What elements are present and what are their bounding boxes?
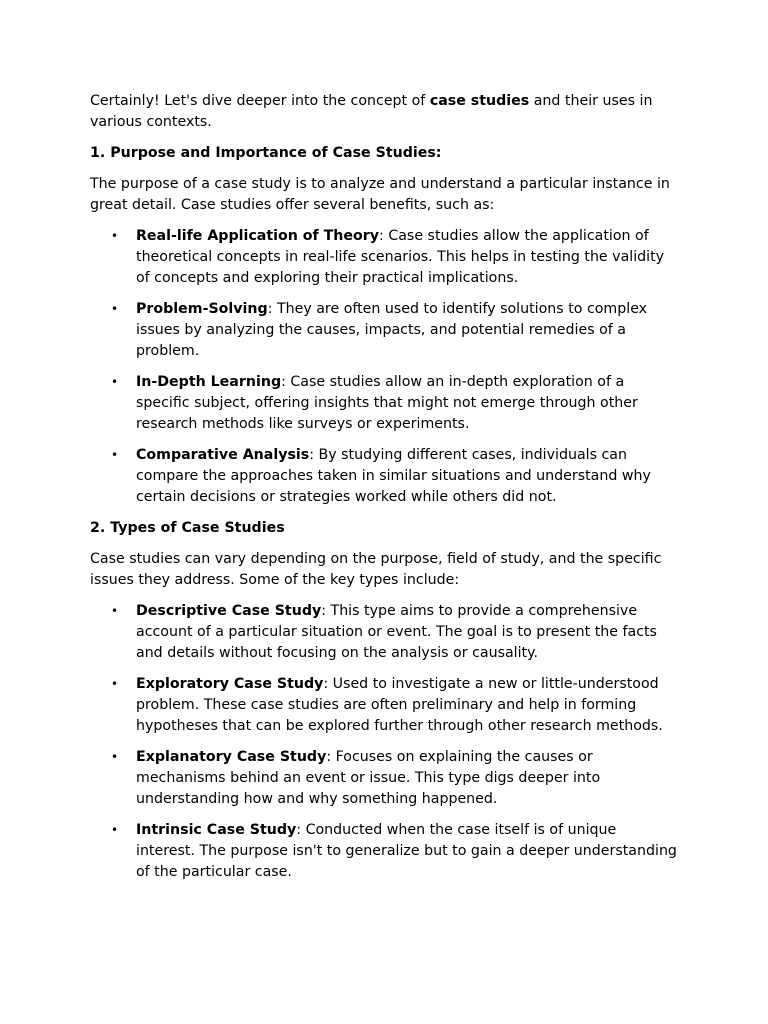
intro-text-after: and their uses in various contexts. (90, 93, 653, 130)
list-item (90, 445, 678, 508)
intro-paragraph (90, 91, 678, 133)
list-item-term: Intrinsic Case Study (136, 822, 297, 838)
list-item (90, 820, 678, 883)
list-item (90, 226, 678, 289)
list-item-text: : This type aims to provide a comprehensive account of a particular situation or event. The goal is to present the facts and details without focusing on the analysis or causality. (136, 603, 657, 661)
list-item-text: : By studying different cases, individuals can compare the approaches taken in similar situations and understand why certain decisions or strategies worked while others did not. (136, 447, 651, 505)
intro-bold-term: case studies (429, 93, 530, 109)
list-item-term: Problem-Solving (136, 301, 268, 317)
list-item-text: : Used to investigate a new or little-understood problem. These case studies are often preliminary and help in forming hypotheses that can be explored further through other research methods. (136, 676, 663, 734)
list-item (90, 601, 678, 664)
intro-text-before: Certainly! Let's dive deeper into the concept of (90, 93, 430, 109)
list-item-term: Explanatory Case Study (136, 749, 327, 765)
section-1-list (90, 226, 678, 508)
section-2-list (90, 601, 678, 883)
list-item (90, 747, 678, 810)
list-item (90, 674, 678, 737)
list-item-term: Real-life Application of Theory (136, 228, 380, 244)
list-item-term: Comparative Analysis (136, 447, 310, 463)
list-item-text: : Focuses on explaining the causes or mechanisms behind an event or issue. This type digs deeper into understanding how and why something happened. (136, 749, 601, 807)
section-2-heading: 2. Types of Case Studies (90, 520, 285, 536)
section-1-paragraph: The purpose of a case study is to analyze and understand a particular instance in great detail. Case studies offer several benefits, such as: (90, 176, 670, 213)
list-item (90, 299, 678, 362)
list-item-term: In-Depth Learning (136, 374, 282, 390)
list-item (90, 372, 678, 435)
section-1-heading: 1. Purpose and Importance of Case Studies: (90, 145, 442, 161)
section-2-paragraph: Case studies can vary depending on the purpose, field of study, and the specific issues they address. Some of the key types include: (90, 551, 662, 588)
list-item-text: : Conducted when the case itself is of unique interest. The purpose isn't to generalize but to gain a deeper understanding of the particular case. (136, 822, 677, 880)
list-item-text: : They are often used to identify solutions to complex issues by analyzing the causes, impacts, and potential remedies of a problem. (136, 301, 648, 359)
list-item-text: : Case studies allow the application of theoretical concepts in real-life scenarios. This helps in testing the validity of concepts and exploring their practical implications. (136, 228, 665, 286)
list-item-term: Exploratory Case Study (136, 676, 324, 692)
list-item-term: Descriptive Case Study (136, 603, 322, 619)
list-item-text: : Case studies allow an in-depth exploration of a specific subject, offering insights that might not emerge through other research methods like surveys or experiments. (136, 374, 638, 432)
